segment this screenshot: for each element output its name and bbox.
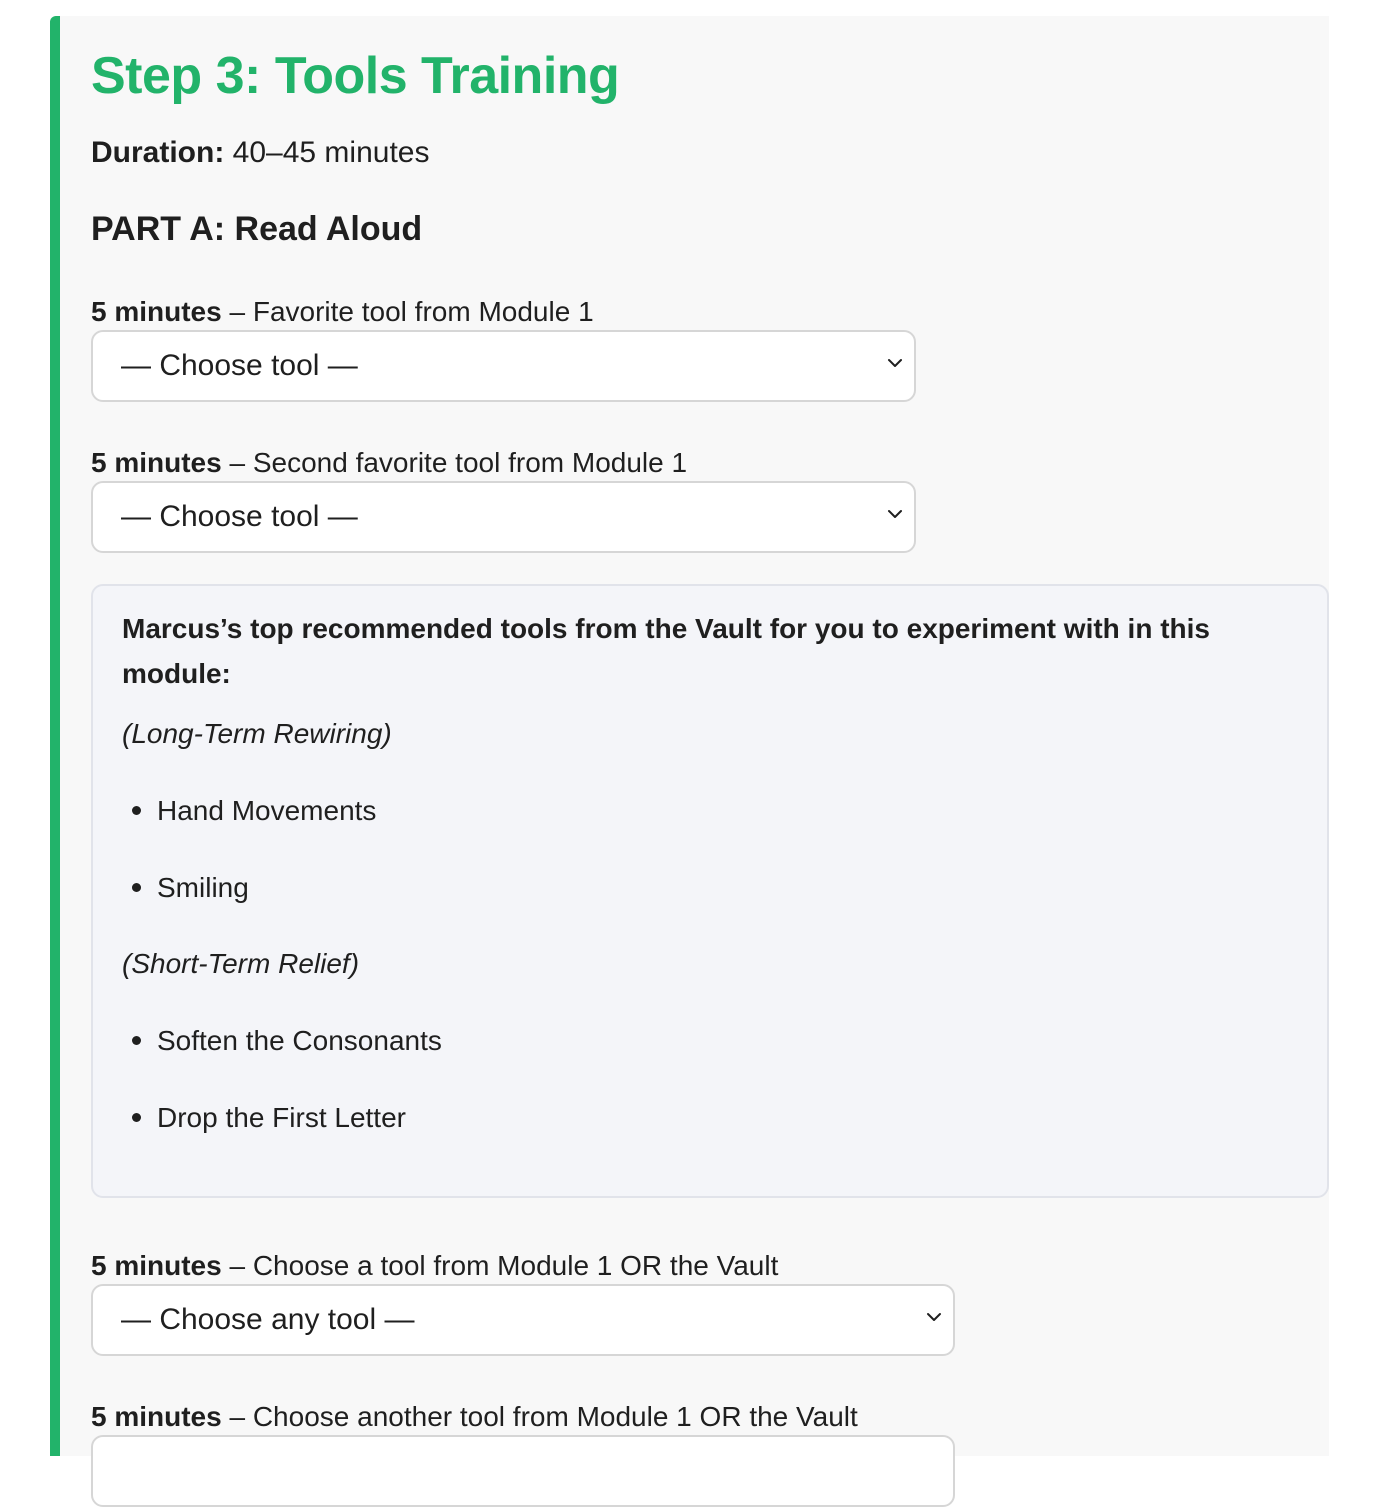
duration-line [91,136,429,170]
prompt-description: – Choose another tool from Module 1 OR the Vault [229,1401,858,1432]
list-item: Drop the First Letter [122,1102,406,1134]
category-short-term: (Short-Term Relief) [122,948,360,979]
step-card [50,16,1329,1456]
bullet-icon [132,883,141,892]
prompt-description: – Favorite tool from Module 1 [229,296,594,327]
step-title: Step 3: Tools Training [91,47,620,105]
another-tool-select[interactable] [91,1435,955,1507]
tool-prompt-4 [91,1401,858,1433]
duration-label: Duration: [91,136,225,169]
prompt-description: – Second favorite tool from Module 1 [229,447,688,478]
part-a-heading: PART A: Read Aloud [91,210,423,248]
bullet-icon [132,1036,141,1045]
chevron-down-icon [886,505,904,523]
chevron-down-icon [925,1308,943,1326]
bullet-icon [132,1113,141,1122]
list-item: Soften the Consonants [122,1025,442,1057]
list-item: Hand Movements [122,795,376,827]
select-value: — Choose tool — [121,349,358,382]
tool-prompt-2 [91,447,687,479]
list-item: Smiling [122,872,249,904]
select-value: — Choose any tool — [121,1303,415,1336]
recommended-tools-box [91,584,1329,1198]
second-favorite-tool-select[interactable] [91,481,916,553]
category-long-term: (Long-Term Rewiring) [122,718,392,749]
any-tool-select[interactable] [91,1284,955,1356]
bullet-icon [132,806,141,815]
chevron-down-icon [886,354,904,372]
select-value: — Choose tool — [121,500,358,533]
tool-prompt-1 [91,296,594,328]
recommended-tools-title: Marcus’s top recommended tools from the Vault for you to experiment with in this module: [122,613,1210,689]
prompt-minutes: 5 minutes [91,1250,222,1281]
prompt-description: – Choose a tool from Module 1 OR the Vault [229,1250,779,1281]
prompt-minutes: 5 minutes [91,447,222,478]
favorite-tool-select[interactable] [91,330,916,402]
tool-prompt-3 [91,1250,778,1282]
duration-value: 40–45 minutes [232,136,430,169]
prompt-minutes: 5 minutes [91,1401,222,1432]
prompt-minutes: 5 minutes [91,296,222,327]
